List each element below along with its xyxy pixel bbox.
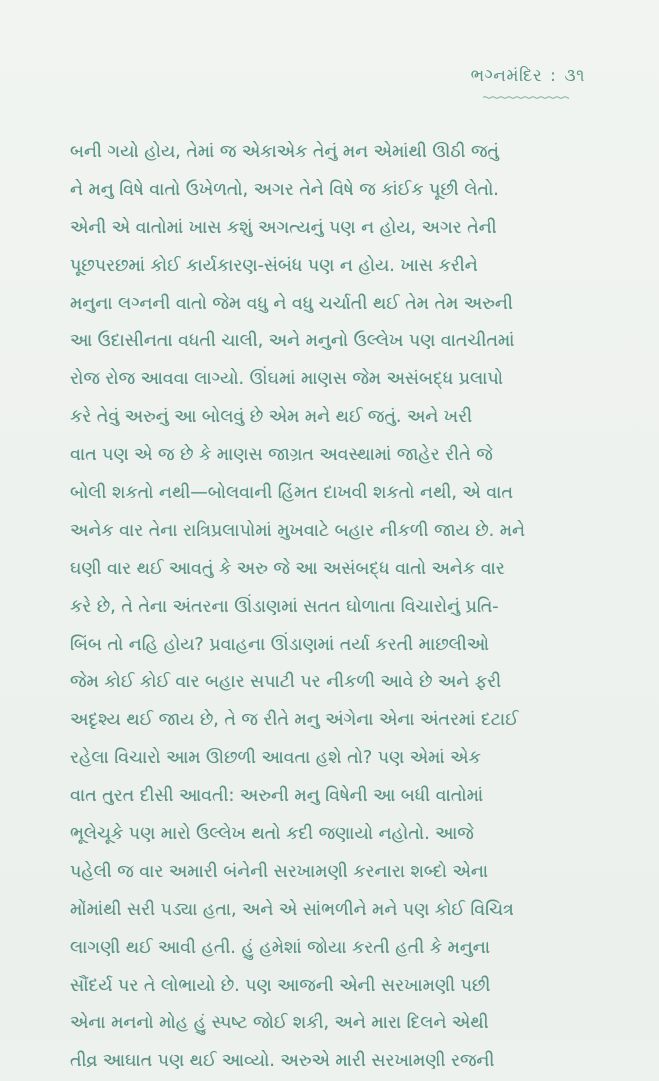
text-line: પૂછપરછમાં કોઈ કાર્યકારણ-સંબંધ પણ ન હોય. ખાસ કરીને — [70, 255, 478, 276]
text-line: ઘણી વાર થઈ આવતું કે અરુ જે આ અસંબદ્ધ વાતો અનેક વાર — [70, 558, 505, 579]
text-line: વાત તુરત દીસી આવતી: અરુની મનુ વિષેની આ બધી વાતોમાં — [70, 786, 484, 807]
text-line: લાગણી થઈ આવી હતી. હું હમેશાં જોયા કરતી હતી કે મનુના — [70, 937, 490, 958]
text-line: વાત પણ એ જ છે કે માણસ જાગ્રત અવસ્થામાં જાહેર રીતે જે — [70, 445, 493, 466]
running-head-separator: : — [550, 66, 557, 86]
text-line: બોલી શકતો નથી—બોલવાની હિંમત દાખવી શકતો નથી, એ વાત — [70, 483, 513, 504]
text-line: બની ગયો હોય, તેમાં જ એકાએક તેનું મન એમાંથી ઊઠી જતું — [70, 142, 499, 162]
text-line: ભૂલેચૂકે પણ મારો ઉલ્લેખ થતો કદી જણાયો નહોતો. આજે — [70, 824, 474, 845]
text-line: એની એ વાતોમાં ખાસ કશું અગત્યનું પણ ન હોય, અગર તેની — [70, 217, 497, 238]
text-line: અનેક વાર તેના રાત્રિપ્રલાપોમાં મુખવાટે બહાર નીકળી જાય છે. મને — [70, 520, 525, 541]
body-text — [70, 134, 610, 1081]
text-line: સૌંદર્ય પર તે લોભાયો છે. પણ આજની એની સરખામણી પછી — [70, 975, 491, 996]
running-head-wavy-rule — [483, 96, 569, 99]
text-line: આ ઉદાસીનતા વધતી ચાલી, અને મનુનો ઉલ્લેખ પણ વાતચીતમાં — [70, 331, 515, 352]
text-line: અદૃશ્ય થઈ જાય છે, તે જ રીતે મનુ અંગેના એના અંતરમાં દટાઈ — [70, 710, 519, 731]
text-line: તીવ્ર આઘાત પણ થઈ આવ્યો. અરુએ મારી સરખામણી રજની — [70, 1051, 495, 1072]
text-line: પહેલી જ વાર અમારી બંનેની સરખામણી કરનારા શબ્દો એના — [70, 861, 489, 882]
text-line: એના મનનો મોહ હું સ્પષ્ટ જોઈ શકી, અને મારા દિલને એથી — [70, 1013, 489, 1034]
page-number: ૩૧ — [564, 66, 585, 86]
text-line: ને મનુ વિષે વાતો ઉખેળતો, અગર તેને વિષે જ કાંઈક પૂછી લેતો. — [70, 179, 499, 200]
text-line: જેમ કોઈ કોઈ વાર બહાર સપાટી પર નીકળી આવે છે અને ફરી — [70, 672, 502, 693]
text-line: કરે છે, તે તેના અંતરના ઊંડાણમાં સતત ઘોળાતા વિચારોનું પ્રતિ- — [70, 596, 499, 617]
running-head — [471, 66, 585, 86]
text-line: બિંબ તો નહિ હોય? પ્રવાહના ઊંડાણમાં તર્યા કરતી માછલીઓ — [70, 634, 489, 655]
text-line: મોંમાંથી સરી પડ્યા હતા, અને એ સાંભળીને મને પણ કોઈ વિચિત્ર — [70, 899, 514, 920]
text-line: રહેલા વિચારો આમ ઊછળી આવતા હશે તો? પણ એમાં એક — [70, 748, 481, 769]
text-line: કરે તેવું અરુનું આ બોલવું છે એમ મને થઈ જતું. અને ખરી — [70, 407, 473, 428]
running-head-title: ભગ્નમંદિર — [470, 66, 543, 86]
text-line: રોજ રોજ આવવા લાગ્યો. ઊંઘમાં માણસ જેમ અસંબદ્ધ પ્રલાપો — [70, 369, 503, 390]
text-line: મનુના લગ્નની વાતો જેમ વધુ ને વધુ ચર્ચાતી થઈ તેમ તેમ અરુની — [70, 293, 513, 314]
wavy-rule-graphic — [483, 96, 569, 99]
